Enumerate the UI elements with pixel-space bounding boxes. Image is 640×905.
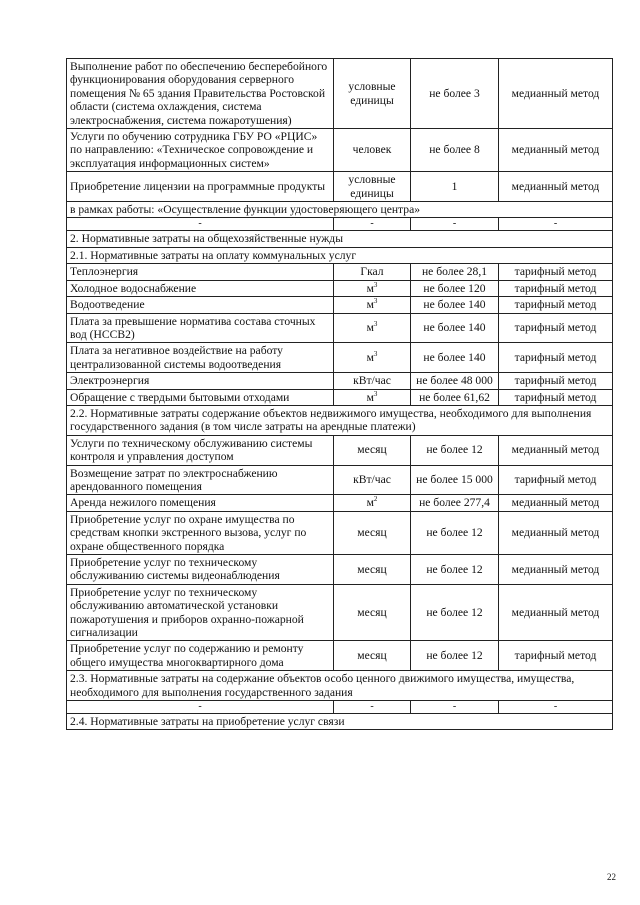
- item-method: медианный метод: [499, 129, 613, 172]
- item-name: Приобретение лицензии на программные продукты: [67, 172, 334, 202]
- item-quantity: не более 277,4: [411, 495, 499, 511]
- empty-cell: -: [67, 701, 334, 714]
- table-row: [67, 297, 613, 313]
- item-unit: [334, 495, 411, 511]
- unit-exponent: 3: [373, 320, 378, 329]
- table-row: [67, 343, 613, 373]
- unit-text: человек: [352, 143, 392, 157]
- item-quantity: не более 12: [411, 555, 499, 585]
- unit-exponent: 3: [373, 350, 378, 359]
- table-row: [67, 373, 613, 389]
- unit-exponent: 3: [373, 297, 378, 306]
- item-quantity: не более 12: [411, 511, 499, 554]
- unit-text: м: [366, 351, 374, 365]
- unit-text: месяц: [357, 649, 387, 663]
- unit-text: месяц: [357, 562, 387, 576]
- item-name: Возмещение затрат по электроснабжению арендованного помещения: [67, 465, 334, 495]
- item-name: Электроэнергия: [67, 373, 334, 389]
- section-row: [67, 247, 613, 263]
- item-unit: [334, 373, 411, 389]
- item-method: тарифный метод: [499, 465, 613, 495]
- table-row: [67, 59, 613, 129]
- unit-text: месяц: [357, 443, 387, 457]
- table-row: [67, 264, 613, 280]
- item-method: медианный метод: [499, 495, 613, 511]
- item-name: Услуги по техническому обслуживанию системы контроля и управления доступом: [67, 435, 334, 465]
- item-quantity: не более 28,1: [411, 264, 499, 280]
- item-name: Водоотведение: [67, 297, 334, 313]
- item-quantity: не более 120: [411, 280, 499, 296]
- section-row: [67, 231, 613, 247]
- item-method: медианный метод: [499, 511, 613, 554]
- item-quantity: не более 8: [411, 129, 499, 172]
- item-name: Выполнение работ по обеспечению бесперебойного функционирования оборудования серверного помещения № 65 здания Правительства Ростовской области (система охлаждения, система электроснабжения, система пожаротушения): [67, 59, 334, 129]
- unit-text: месяц: [357, 605, 387, 619]
- empty-cell: -: [334, 701, 411, 714]
- item-unit: [334, 555, 411, 585]
- item-unit: [334, 465, 411, 495]
- section-row: [67, 671, 613, 701]
- section-title: 2.4. Нормативные затраты на приобретение услуг связи: [67, 714, 613, 730]
- table-row: [67, 511, 613, 554]
- item-name: Плата за негативное воздействие на работу централизованной системы водоотведения: [67, 343, 334, 373]
- unit-text: кВт/час: [353, 374, 391, 388]
- item-quantity: не более 3: [411, 59, 499, 129]
- item-unit: [334, 172, 411, 202]
- item-quantity: не более 140: [411, 297, 499, 313]
- unit-text: м: [366, 496, 374, 510]
- unit-text: кВт/час: [353, 473, 391, 487]
- section-title: 2. Нормативные затраты на общехозяйственные нужды: [67, 231, 613, 247]
- section-row: [67, 714, 613, 730]
- table-row: [67, 172, 613, 202]
- item-unit: [334, 343, 411, 373]
- unit-text: условные единицы: [348, 80, 396, 107]
- item-name: Приобретение услуг по содержанию и ремонту общего имущества многоквартирного дома: [67, 641, 334, 671]
- item-unit: [334, 59, 411, 129]
- table-row: [67, 465, 613, 495]
- empty-cell: -: [499, 701, 613, 714]
- item-method: тарифный метод: [499, 641, 613, 671]
- item-method: медианный метод: [499, 555, 613, 585]
- item-name: Плата за превышение норматива состава сточных вод (НССВ2): [67, 313, 334, 343]
- table-row: [67, 129, 613, 172]
- item-method: медианный метод: [499, 584, 613, 641]
- item-method: медианный метод: [499, 59, 613, 129]
- item-unit: [334, 584, 411, 641]
- item-unit: [334, 511, 411, 554]
- item-method: тарифный метод: [499, 280, 613, 296]
- unit-text: м: [366, 390, 374, 404]
- section-title: 2.2. Нормативные затраты содержание объектов недвижимого имущества, необходимого для выполнения государственного задания (в том числе затраты на арендные платежи): [67, 405, 613, 435]
- item-name: Услуги по обучению сотрудника ГБУ РО «РЦИС» по направлению: «Техническое сопровождение и эксплуатация информационных систем»: [67, 129, 334, 172]
- section-row: [67, 202, 613, 218]
- item-unit: [334, 435, 411, 465]
- item-quantity: 1: [411, 172, 499, 202]
- item-method: тарифный метод: [499, 373, 613, 389]
- unit-text: условные единицы: [348, 173, 396, 200]
- unit-text: месяц: [357, 526, 387, 540]
- norms-table: [66, 58, 613, 730]
- item-quantity: не более 140: [411, 343, 499, 373]
- empty-cell: -: [411, 218, 499, 231]
- item-method: тарифный метод: [499, 297, 613, 313]
- unit-text: м: [366, 298, 374, 312]
- empty-row: [67, 218, 613, 231]
- item-method: медианный метод: [499, 172, 613, 202]
- unit-text: м: [366, 321, 374, 335]
- section-title: в рамках работы: «Осуществление функции удостоверяющего центра»: [67, 202, 613, 218]
- item-unit: [334, 264, 411, 280]
- section-title: 2.1. Нормативные затраты на оплату коммунальных услуг: [67, 247, 613, 263]
- item-name: Холодное водоснабжение: [67, 280, 334, 296]
- item-name: Приобретение услуг по охране имущества по средствам кнопки экстренного вызова, услуг по охране общественного порядка: [67, 511, 334, 554]
- empty-cell: -: [67, 218, 334, 231]
- section-title: 2.3. Нормативные затраты на содержание объектов особо ценного движимого имущества, имущества, необходимого для выполнения государственного задания: [67, 671, 613, 701]
- norms-table-body: [67, 59, 613, 730]
- item-name: Аренда нежилого помещения: [67, 495, 334, 511]
- table-row: [67, 555, 613, 585]
- table-row: [67, 495, 613, 511]
- item-unit: [334, 129, 411, 172]
- item-name: Обращение с твердыми бытовыми отходами: [67, 389, 334, 405]
- item-method: тарифный метод: [499, 389, 613, 405]
- page-number: 22: [607, 872, 616, 882]
- item-quantity: не более 15 000: [411, 465, 499, 495]
- table-row: [67, 389, 613, 405]
- unit-exponent: 3: [373, 389, 378, 398]
- table-row: [67, 641, 613, 671]
- empty-row: [67, 701, 613, 714]
- item-quantity: не более 12: [411, 584, 499, 641]
- item-method: медианный метод: [499, 435, 613, 465]
- empty-cell: -: [334, 218, 411, 231]
- item-unit: [334, 297, 411, 313]
- unit-text: м: [366, 281, 374, 295]
- item-unit: [334, 280, 411, 296]
- item-name: Приобретение услуг по техническому обслуживанию системы видеонаблюдения: [67, 555, 334, 585]
- item-quantity: не более 140: [411, 313, 499, 343]
- section-row: [67, 405, 613, 435]
- item-quantity: не более 12: [411, 435, 499, 465]
- unit-text: Гкал: [360, 265, 384, 279]
- empty-cell: -: [411, 701, 499, 714]
- item-unit: [334, 641, 411, 671]
- item-unit: [334, 389, 411, 405]
- table-row: [67, 313, 613, 343]
- empty-cell: -: [499, 218, 613, 231]
- unit-exponent: 2: [373, 495, 378, 504]
- item-method: тарифный метод: [499, 313, 613, 343]
- item-quantity: не более 12: [411, 641, 499, 671]
- item-quantity: не более 61,62: [411, 389, 499, 405]
- table-row: [67, 280, 613, 296]
- table-row: [67, 435, 613, 465]
- item-name: Теплоэнергия: [67, 264, 334, 280]
- item-name: Приобретение услуг по техническому обслуживанию автоматической установки пожаротушения и приборов охранно-пожарной сигнализации: [67, 584, 334, 641]
- item-method: тарифный метод: [499, 343, 613, 373]
- table-row: [67, 584, 613, 641]
- unit-exponent: 3: [373, 280, 378, 289]
- item-method: тарифный метод: [499, 264, 613, 280]
- item-unit: [334, 313, 411, 343]
- item-quantity: не более 48 000: [411, 373, 499, 389]
